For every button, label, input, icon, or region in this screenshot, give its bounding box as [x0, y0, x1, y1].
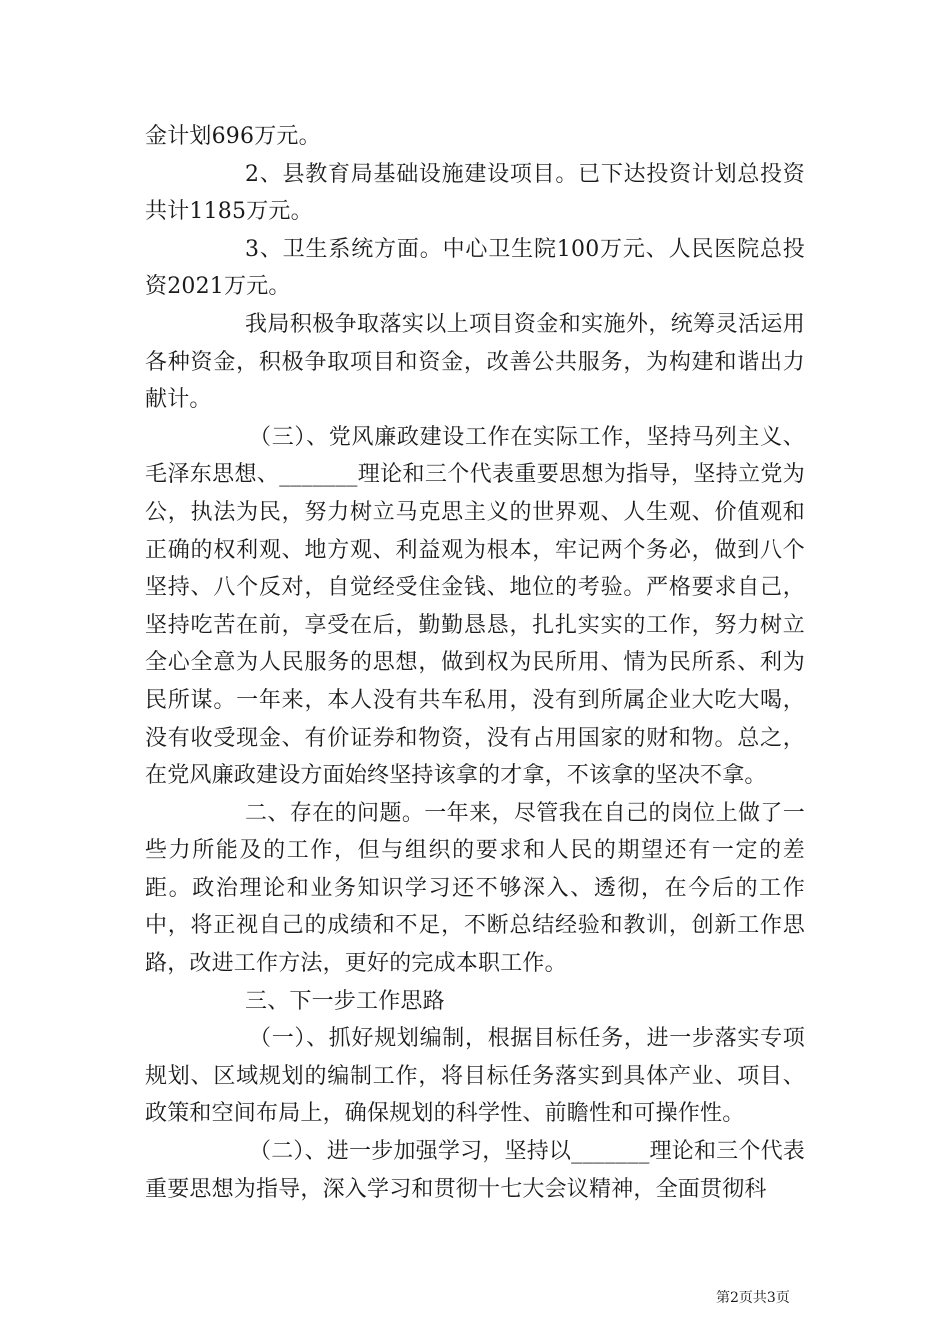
- paragraph-item-3: 3、卫生系统方面。中心卫生院100万元、人民医院总投资2021万元。: [145, 236, 805, 300]
- document-body: [145, 118, 805, 1208]
- page-number-footer: 第2页共3页: [716, 1290, 790, 1306]
- paragraph-summary: 我局积极争取落实以上项目资金和实施外，统筹灵活运用各种资金，积极争取项目和资金，改善公共服务，为构建和谐出力献计。: [145, 311, 805, 413]
- paragraph-section-3: （三）、党风廉政建设工作在实际工作，坚持马列主义、毛泽东思想、_______理论和三个代表重要思想为指导，坚持立党为公，执法为民，努力树立马克思主义的世界观、人生观、价值观和正确的权利观、地方观、利益观为根本，牢记两个务必，做到八个坚持、八个反对，自觉经受住金钱、地位的考验。严格要求自己，坚持吃苦在前，享受在后，勤勤恳恳，扎扎实实的工作，努力树立全心全意为人民服务的思想，做到权为民所用、情为民所系、利为民所谋。一年来，本人没有共车私用，没有到所属企业大吃大喝，没有收受现金、有价证券和物资，没有占用国家的财和物。总之，在党风廉政建设方面始终坚持该拿的才拿，不该拿的坚决不拿。: [145, 424, 805, 789]
- paragraph-problems: 二、存在的问题。一年来，尽管我在自己的岗位上做了一些力所能及的工作，但与组织的要求和人民的期望还有一定的差距。政治理论和业务知识学习还不够深入、透彻，在今后的工作中，将正视自己的成绩和不足，不断总结经验和教训，创新工作思路，改进工作方法，更好的完成本职工作。: [145, 800, 805, 977]
- paragraph-item-2: 2、县教育局基础设施建设项目。已下达投资计划总投资共计1185万元。: [145, 161, 805, 225]
- paragraph-continued: 金计划696万元。: [145, 124, 321, 149]
- paragraph-next-1: （一）、抓好规划编制，根据目标任务，进一步落实专项规划、区域规划的编制工作，将目标任务落实到具体产业、项目、政策和空间布局上，确保规划的科学性、前瞻性和可操作性。: [145, 1026, 805, 1127]
- paragraph-next-2: （二）、进一步加强学习，坚持以_______理论和三个代表重要思想为指导，深入学习和贯彻十七大会议精神，全面贯彻科: [145, 1139, 805, 1202]
- paragraph-next-heading: 三、下一步工作思路: [245, 988, 445, 1014]
